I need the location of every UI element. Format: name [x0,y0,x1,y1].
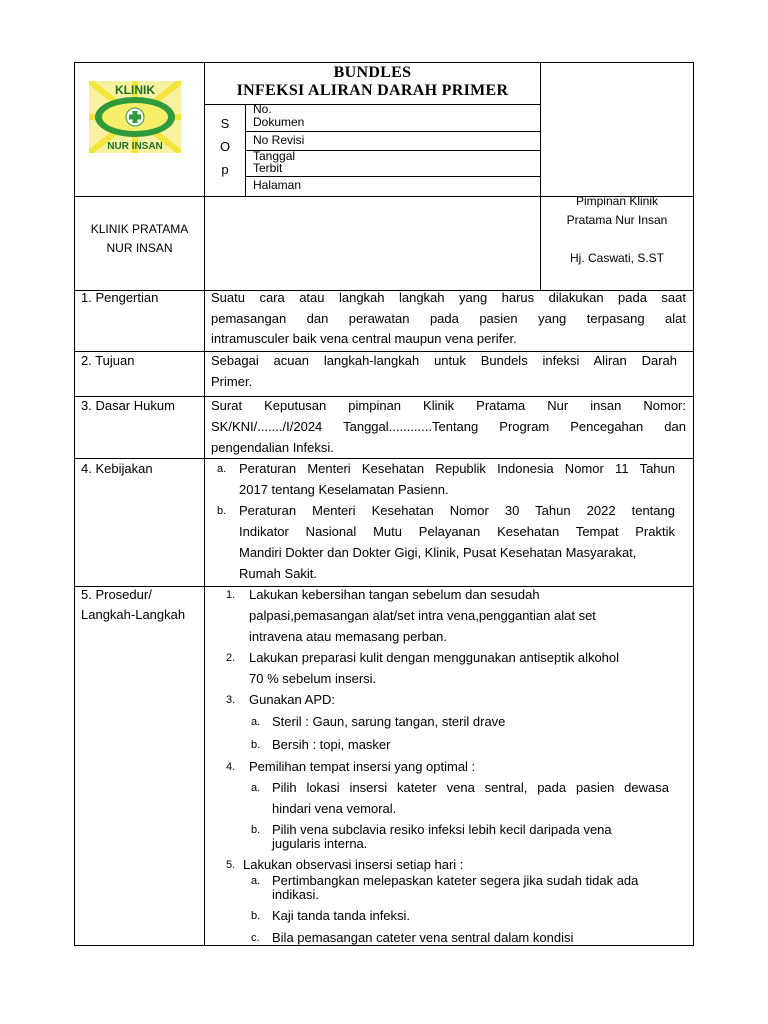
tujuan-line-2: Primer. [211,374,253,389]
doc-field-tanggal-terbit-line1: Tanggal [253,149,296,163]
approver-name: Hj. Caswati, S.ST [569,251,665,265]
section-label-prosedur-line1: 5. Prosedur/ [81,587,152,602]
doc-field-tanggal-terbit-line2: Terbit [253,161,283,175]
section-divider-3 [74,458,694,459]
prosedur-step-5-sub-a-marker: a. [251,875,261,887]
prosedur-step-4-sub-a-line-2: hindari vena vemoral. [272,801,397,816]
prosedur-step-5-sub-a-line-2: indikasi. [272,887,319,902]
kebijakan-item-a-line-2: 2017 tentang Keselamatan Pasienn. [239,482,449,497]
kebijakan-item-b-line-3: Mandiri Dokter dan Dokter Gigi, Klinik, Pusat Kesehatan Masyarakat, [239,545,637,560]
clinic-name-line1: KLINIK PRATAMA [90,222,189,236]
document-title-line2: INFEKSI ALIRAN DARAH PRIMER [236,82,509,99]
prosedur-step-1-marker: 1. [226,589,236,601]
pengertian-line-3: intramusculer baik vena central maupun vena perifer. [211,331,517,346]
logo-text-top: KLINIK [115,83,155,97]
dasar-hukum-line-2: SK/KNI/......./I/2024 Tanggal............Tentang Program Pencegahan dan [211,419,686,434]
doc-field-no-dokumen-line1: No. [253,102,272,116]
doc-field-no-revisi: No Revisi [253,133,305,147]
section-divider-1 [74,351,694,352]
sop-letter-s: S [220,116,230,131]
table-border-bottom [74,945,694,946]
pengertian-line-1: Suatu cara atau langkah langkah yang harus dilakukan pada saat [211,290,686,305]
clinic-name-line2: NUR INSAN [106,241,173,255]
prosedur-step-4-sub-b-line-2: jugularis interna. [272,836,368,851]
prosedur-step-2-line-2: 70 % sebelum insersi. [249,671,377,686]
prosedur-step-5-sub-c-marker: c. [251,932,260,944]
doc-field-divider-3 [245,176,541,177]
label-column-divider [204,62,205,946]
prosedur-step-4-sub-b-marker: b. [251,824,261,836]
prosedur-step-3-marker: 3. [226,694,236,706]
prosedur-step-3-sub-b-line-1: Bersih : topi, masker [272,737,391,752]
section-label-dasar-hukum: 3. Dasar Hukum [81,398,175,413]
section-label-tujuan: 2. Tujuan [81,353,135,368]
pengertian-line-2: pemasangan dan perawatan pada pasien yang terpasang alat [211,311,686,326]
dasar-hukum-line-1: Surat Keputusan pimpinan Klinik Pratama Nur insan Nomor: [211,398,686,413]
kebijakan-item-b-marker: b. [217,505,227,517]
prosedur-step-4-marker: 4. [226,761,236,773]
prosedur-step-5-sub-b-marker: b. [251,910,261,922]
kebijakan-item-a-marker: a. [217,463,227,475]
kebijakan-item-b-line-4: Rumah Sakit. [239,566,318,581]
prosedur-step-4-line-1: Pemilihan tempat insersi yang optimal : [249,759,476,774]
prosedur-step-5-marker: 5. [226,859,236,871]
prosedur-step-1-line-3: intravena atau memasang perban. [249,629,448,644]
prosedur-step-5-sub-c-line-1: Bila pemasangan cateter vena sentral dalam kondisi [272,930,574,945]
section-label-kebijakan: 4. Kebijakan [81,461,153,476]
prosedur-step-2-line-1: Lakukan preparasi kulit dengan menggunakan antiseptik alkohol [249,650,620,665]
section-divider-2 [74,396,694,397]
prosedur-step-3-line-1: Gunakan APD: [249,692,335,707]
kebijakan-item-b-line-2: Indikator Nasional Mutu Pelayanan Kesehatan Tempat Praktik [239,524,675,539]
logo-text-bottom: NUR INSAN [107,141,163,152]
doc-field-divider-1 [245,131,541,132]
dasar-hukum-line-3: pengendalian Infeksi. [211,440,334,455]
prosedur-step-1-line-1: Lakukan kebersihan tangan sebelum dan sesudah [249,587,540,602]
prosedur-step-1-line-2: palpasi,pemasangan alat/set intra vena,penggantian alat set [249,608,596,623]
table-border-top [74,62,694,63]
document-title-line1: BUNDLES [333,64,412,81]
prosedur-step-5-sub-a-line-1: Pertimbangkan melepaskan kateter segera jika sudah tidak ada [272,873,639,888]
prosedur-step-2-marker: 2. [226,652,236,664]
sop-letter-o: O [219,139,231,154]
table-border-right [693,62,694,946]
prosedur-step-4-sub-a-marker: a. [251,782,261,794]
doc-field-no-dokumen-line2: Dokumen [253,115,305,129]
prosedur-step-3-sub-b-marker: b. [251,739,261,751]
section-label-prosedur-line2: Langkah-Langkah [81,607,186,622]
approver-title-line1: Pimpinan Klinik [575,194,659,208]
prosedur-step-5-line-1: Lakukan observasi insersi setiap hari : [243,857,464,872]
sop-letter-p: p [221,162,229,177]
prosedur-step-4-sub-b-line-1: Pilih vena subclavia resiko infeksi lebih kecil daripada vena [272,822,612,837]
prosedur-step-4-sub-a-line-1: Pilih lokasi insersi kateter vena sentral, pada pasien dewasa [272,780,669,795]
table-border-left [74,62,75,946]
section-label-pengertian: 1. Pengertian [81,290,159,305]
prosedur-step-3-sub-a-line-1: Steril : Gaun, sarung tangan, steril drave [272,714,506,729]
clinic-logo [89,81,181,153]
approver-title-line2: Pratama Nur Insan [566,213,668,227]
clinic-logo-graphic [89,81,181,153]
prosedur-step-5-sub-b-line-1: Kaji tanda tanda infeksi. [272,908,411,923]
kebijakan-item-a-line-1: Peraturan Menteri Kesehatan Republik Indonesia Nomor 11 Tahun [239,461,675,476]
tujuan-line-1: Sebagai acuan langkah-langkah untuk Bundels infeksi Aliran Darah [211,353,677,368]
doc-field-halaman: Halaman [253,178,302,192]
kebijakan-item-b-line-1: Peraturan Menteri Kesehatan Nomor 30 Tahun 2022 tentang [239,503,675,518]
prosedur-step-3-sub-a-marker: a. [251,716,261,728]
